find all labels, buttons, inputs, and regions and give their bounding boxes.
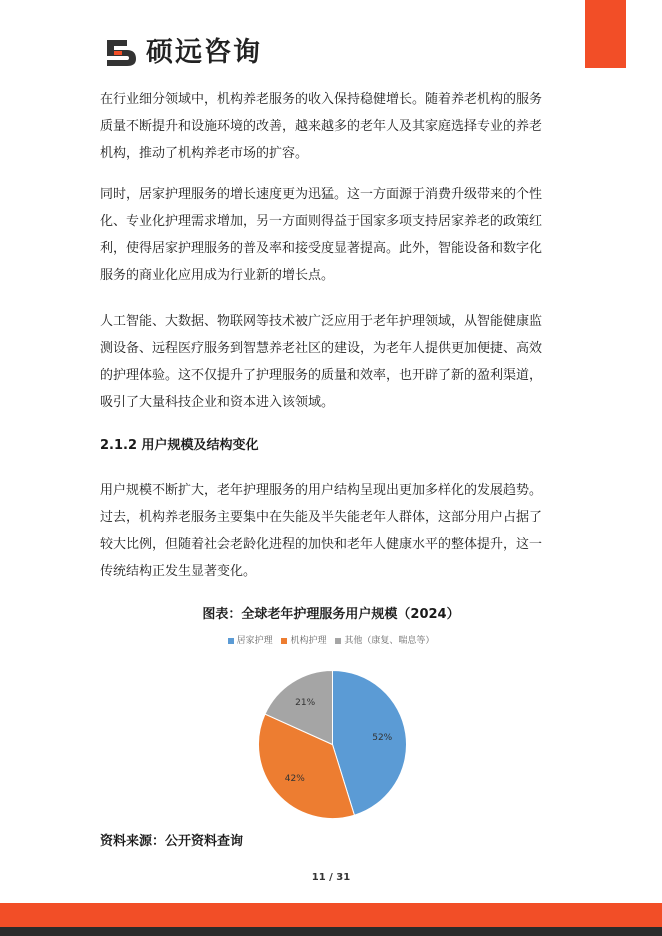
text-line: 用户规模不断扩大，老年护理服务的用户结构呈现出更加多样化的发展趋势。 xyxy=(100,483,543,498)
footer-strip xyxy=(0,927,662,936)
legend-item xyxy=(281,634,326,648)
text-line: 质量不断提升和设施环境的改善，越来越多的老年人及其家庭选择专业的养老 xyxy=(100,119,543,134)
pie-data-label: 42% xyxy=(284,773,305,784)
legend-swatch xyxy=(228,638,234,644)
brand-logo-icon xyxy=(105,38,138,68)
legend-label: 机构护理 xyxy=(290,636,327,646)
page-number: 11 / 31 xyxy=(311,872,351,883)
text-line: 的护理体验。这不仅提升了护理服务的质量和效率，也开辟了新的盈利渠道， xyxy=(100,368,543,383)
text-line: 化、专业化护理需求增加，另一方面则得益于国家多项支持居家养老的政策红 xyxy=(100,214,543,229)
brand-name: 硕远咨询 xyxy=(146,37,262,68)
legend-label: 居家护理 xyxy=(236,636,273,646)
paragraph-technology xyxy=(100,308,556,416)
text-line: 同时，居家护理服务的增长速度更为迅猛。这一方面源于消费升级带来的个性 xyxy=(100,187,543,202)
legend-item xyxy=(228,634,273,648)
brand-logo xyxy=(105,38,262,68)
chart-title: 图表：全球老年护理服务用户规模（2024） xyxy=(202,607,460,622)
paragraph-institutional xyxy=(100,86,556,167)
text-line: 利，使得居家护理服务的普及率和接受度显著提高。此外，智能设备和数字化 xyxy=(100,241,543,256)
text-line: 传统结构正发生显著变化。 xyxy=(100,564,257,579)
legend-swatch xyxy=(281,638,287,644)
corner-accent-bar xyxy=(585,0,626,68)
text-line: 人工智能、大数据、物联网等技术被广泛应用于老年护理领域，从智能健康监 xyxy=(100,314,543,329)
section-heading: 2.1.2 用户规模及结构变化 xyxy=(100,438,259,453)
source-note: 资料来源：公开资料查询 xyxy=(100,834,244,849)
text-line: 在行业细分领域中，机构养老服务的收入保持稳健增长。随着养老机构的服务 xyxy=(100,92,543,107)
text-line: 机构，推动了机构养老市场的扩容。 xyxy=(100,146,309,161)
pie-data-label: 52% xyxy=(372,732,393,743)
paragraph-home-care xyxy=(100,181,556,289)
legend-label: 其他（康复、喘息等） xyxy=(344,636,435,646)
pie-data-label: 21% xyxy=(295,698,316,709)
text-line: 服务的商业化应用成为行业新的增长点。 xyxy=(100,268,335,283)
text-line: 吸引了大量科技企业和资本进入该领域。 xyxy=(100,395,335,410)
text-line: 测设备、远程医疗服务到智慧养老社区的建设，为老年人提供更加便捷、高效 xyxy=(100,341,543,356)
legend-item xyxy=(335,634,434,648)
footer-band xyxy=(0,903,662,927)
pie-chart xyxy=(250,662,415,827)
text-line: 较大比例，但随着社会老龄化进程的加快和老年人健康水平的整体提升，这一 xyxy=(100,537,543,552)
legend-swatch xyxy=(335,638,341,644)
paragraph-user-scale xyxy=(100,477,556,585)
text-line: 过去，机构养老服务主要集中在失能及半失能老年人群体，这部分用户占据了 xyxy=(100,510,543,525)
chart-legend xyxy=(0,634,662,649)
